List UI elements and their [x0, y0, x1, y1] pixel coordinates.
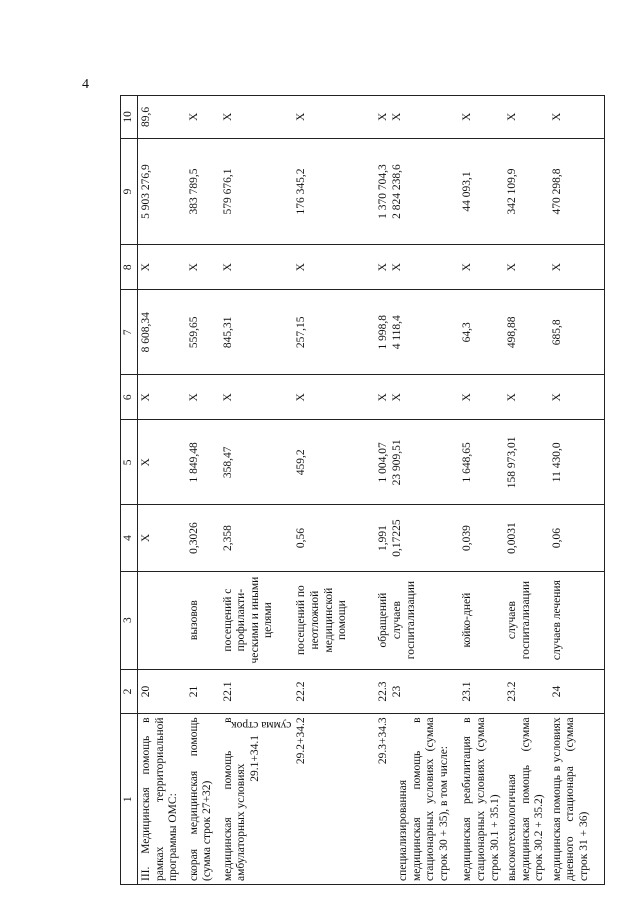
rotated-table-container [120, 95, 590, 885]
cell-c9: 383 789,5 [186, 138, 220, 245]
table-row [504, 96, 549, 885]
row-note-sum: 29.2+34.2 [295, 717, 308, 765]
cell-c5: 158 973,01 [504, 420, 549, 505]
cell-c9: 5 903 276,9 [138, 138, 186, 245]
cell-c5: 459,2 [293, 420, 375, 505]
cell-c6: X [504, 375, 549, 420]
cell-c4: 0,3026 [186, 505, 220, 571]
table-row [549, 96, 605, 885]
cell-c6: X [293, 375, 375, 420]
row-unit: случаев госпитализации [504, 571, 549, 669]
col-header-1: 1 [121, 714, 138, 885]
page-number: 4 [82, 77, 89, 92]
row-unit [138, 571, 186, 669]
row-name [220, 714, 294, 885]
cell-c6: X [186, 375, 220, 420]
cell-c7: 1 998,8 4 118,4 [375, 290, 459, 375]
cell-c6: X [549, 375, 605, 420]
cell-c8: X X [375, 245, 459, 290]
col-header-4: 4 [121, 505, 138, 571]
cell-c7: 559,65 [186, 290, 220, 375]
row-unit: обращений случаев госпитализации [375, 571, 459, 669]
cell-c8: X [549, 245, 605, 290]
cell-c8: X [504, 245, 549, 290]
cell-c9: 44 093,1 [459, 138, 504, 245]
row-name: медицинская помощь в условиях дневного стационара (сумма строк 31 + 36) [549, 714, 605, 885]
row-name [375, 714, 459, 885]
cell-c5: 1 648,65 [459, 420, 504, 505]
row-note-sum: 29.3+34.3 [377, 717, 390, 765]
cell-c7: 845,31 [220, 290, 294, 375]
cell-c7: 8 608,34 [138, 290, 186, 375]
cell-c9: 1 370 704,3 2 824 238,6 [375, 138, 459, 245]
table-row [293, 96, 375, 885]
table-row [459, 96, 504, 885]
cell-c4: X [138, 505, 186, 571]
col-header-2: 2 [121, 669, 138, 714]
cell-c9: 342 109,9 [504, 138, 549, 245]
col-header-5: 5 [121, 420, 138, 505]
row-unit: койко-дней [459, 571, 504, 669]
row-name: высокотехнологичная медицинская помощь (сумма строк 30.2 + 35.2) [504, 714, 549, 885]
cell-c6: X [220, 375, 294, 420]
cell-c4: 0,06 [549, 505, 605, 571]
cell-c9: 176 345,2 [293, 138, 375, 245]
cell-c6: X [138, 375, 186, 420]
col-header-6: 6 [121, 375, 138, 420]
cell-c8: X [293, 245, 375, 290]
row-unit: случаев лечения [549, 571, 605, 669]
cell-c4: 1,991 0,17225 [375, 505, 459, 571]
col-header-10: 10 [121, 96, 138, 139]
cell-c8: X [220, 245, 294, 290]
row-unit: вызовов [186, 571, 220, 669]
row-code: 22.3 23 [375, 669, 459, 714]
row-code: 23.2 [504, 669, 549, 714]
cell-c8: X [138, 245, 186, 290]
cell-c8: X [186, 245, 220, 290]
cell-c9: 470 298,8 [549, 138, 605, 245]
row-code: 21 [186, 669, 220, 714]
cell-c4: 0,0031 [504, 505, 549, 571]
cell-c7: 498,88 [504, 290, 549, 375]
cell-c8: X [459, 245, 504, 290]
row-name [293, 714, 375, 885]
row-unit: посещений по неотложной медицинской помощи [293, 571, 375, 669]
row-note-sum: 29.1+34.1 [248, 734, 261, 782]
cell-c4: 0,039 [459, 505, 504, 571]
row-code: 24 [549, 669, 605, 714]
cell-c6: X X [375, 375, 459, 420]
col-header-3: 3 [121, 571, 138, 669]
cell-c10: X [504, 96, 549, 139]
cell-c10: X [186, 96, 220, 139]
col-header-8: 8 [121, 245, 138, 290]
cell-c5: X [138, 420, 186, 505]
cell-c6: X [459, 375, 504, 420]
col-header-7: 7 [121, 290, 138, 375]
row-name-text: специализированная медицинская помощь в стационарных условиях (сумма строк 30 + 35), в том числе: [397, 717, 450, 881]
cell-c10: X [549, 96, 605, 139]
cell-c7: 64,3 [459, 290, 504, 375]
cell-c5: 1 004,07 23 909,51 [375, 420, 459, 505]
row-code: 20 [138, 669, 186, 714]
col-header-9: 9 [121, 138, 138, 245]
cell-c4: 2,358 [220, 505, 294, 571]
row-code: 23.1 [459, 669, 504, 714]
cell-c9: 579 676,1 [220, 138, 294, 245]
cell-c5: 358,47 [220, 420, 294, 505]
row-unit: посещений с профилакти-ческими и иными целями [220, 571, 294, 669]
table-row [186, 96, 220, 885]
table-row [138, 96, 186, 885]
row-name: скорая медицинская помощь (сумма строк 27+32) [186, 714, 220, 885]
table-row [375, 96, 459, 885]
cell-c4: 0,56 [293, 505, 375, 571]
header-row [121, 96, 138, 885]
row-name: медицинская реабилитация в стационарных условиях (сумма строк 30.1 + 35.1) [459, 714, 504, 885]
row-name: III. Медицинская помощь в рамках территориальной программы ОМС: [138, 714, 186, 885]
cell-c5: 11 430,0 [549, 420, 605, 505]
row-code: 22.2 [293, 669, 375, 714]
cell-c10: X [293, 96, 375, 139]
table-row [220, 96, 294, 885]
row-code: 22.1 [220, 669, 294, 714]
cell-c10: X [220, 96, 294, 139]
row-name-text: медицинская помощь в амбулаторных условиях [221, 717, 248, 881]
cell-c10: X [459, 96, 504, 139]
row-note-sum-label: сумма строк [231, 718, 292, 731]
cell-c7: 257,15 [293, 290, 375, 375]
financing-table [120, 95, 605, 885]
cell-c5: 1 849,48 [186, 420, 220, 505]
cell-c10: 89,6 [138, 96, 186, 139]
cell-c7: 685,8 [549, 290, 605, 375]
cell-c10: X X [375, 96, 459, 139]
